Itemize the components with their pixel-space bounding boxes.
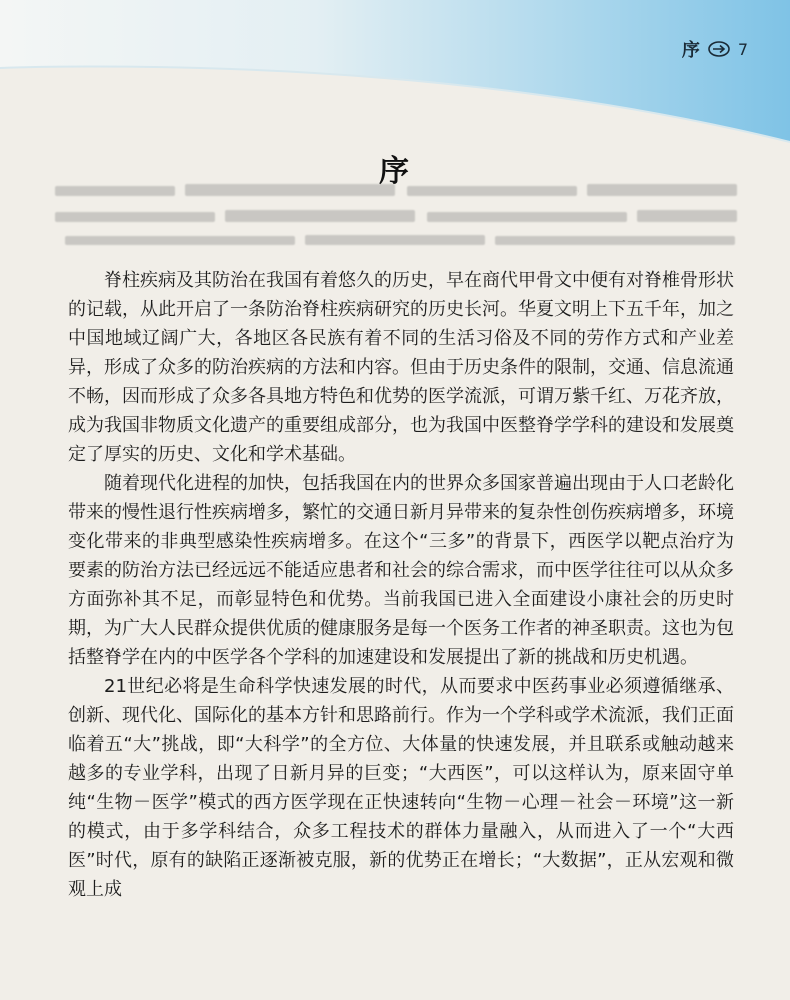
running-header — [682, 36, 748, 62]
paragraph-3: 21世纪必将是生命科学快速发展的时代，从而要求中医药事业必须遵循继承、创新、现代化、国际化的基本方针和思路前行。作为一个学科或学术流派，我们正面临着五“大”挑战，即“大科学”的全方位、大体量的快速发展，并且联系或触动越来越多的专业学科，出现了日新月异的巨变；“大西医”，可以这样认为，原来固守单纯“生物－医学”模式的西方医学现在正快速转向“生物－心理－社会－环境”这一新的模式，由于多学科结合，众多工程技术的群体力量融入，从而进入了一个“大西医”时代，原有的缺陷正逐渐被克服，新的优势正在增长；“大数据”，正从宏观和微观上成 — [68, 676, 734, 900]
body-text — [68, 266, 734, 904]
bleed-through-texture — [55, 178, 745, 248]
paragraph-1: 脊柱疾病及其防治在我国有着悠久的历史，早在商代甲骨文中便有对脊椎骨形状的记载，从此开启了一条防治脊柱疾病研究的历史长河。华夏文明上下五千年，加之中国地域辽阔广大，各地区各民族有着不同的生活习俗及不同的劳作方式和产业差异，形成了众多的防治疾病的方法和内容。但由于历史条件的限制，交通、信息流通不畅，因而形成了众多各具地方特色和优势的医学流派，可谓万紫千红、万花齐放，成为我国非物质文化遗产的重要组成部分，也为我国中医整脊学学科的建设和发展奠定了厚实的历史、文化和学术基础。 — [68, 270, 734, 465]
page-number: 7 — [737, 39, 748, 59]
header-band — [0, 0, 790, 150]
running-header-section: 序 — [681, 40, 700, 61]
page-title: 序 — [379, 154, 411, 189]
paragraph-2: 随着现代化进程的加快，包括我国在内的世界众多国家普遍出现由于人口老龄化带来的慢性退行性疾病增多，繁忙的交通日新月异带来的复杂性创伤疾病增多，环境变化带来的非典型感染性疾病增多。在这个“三多”的背景下，西医学以靶点治疗为要素的防治方法已经远远不能适应患者和社会的综合需求，而中医学往往可以从众多方面弥补其不足，而彰显特色和优势。当前我国已进入全面建设小康社会的历史时期，为广大人民群众提供优质的健康服务是每一个医务工作者的神圣职责。这也为包括整脊学在内的中医学各个学科的加速建设和发展提出了新的挑战和历史机遇。 — [68, 473, 734, 668]
arrow-right-circle-icon — [708, 41, 730, 57]
